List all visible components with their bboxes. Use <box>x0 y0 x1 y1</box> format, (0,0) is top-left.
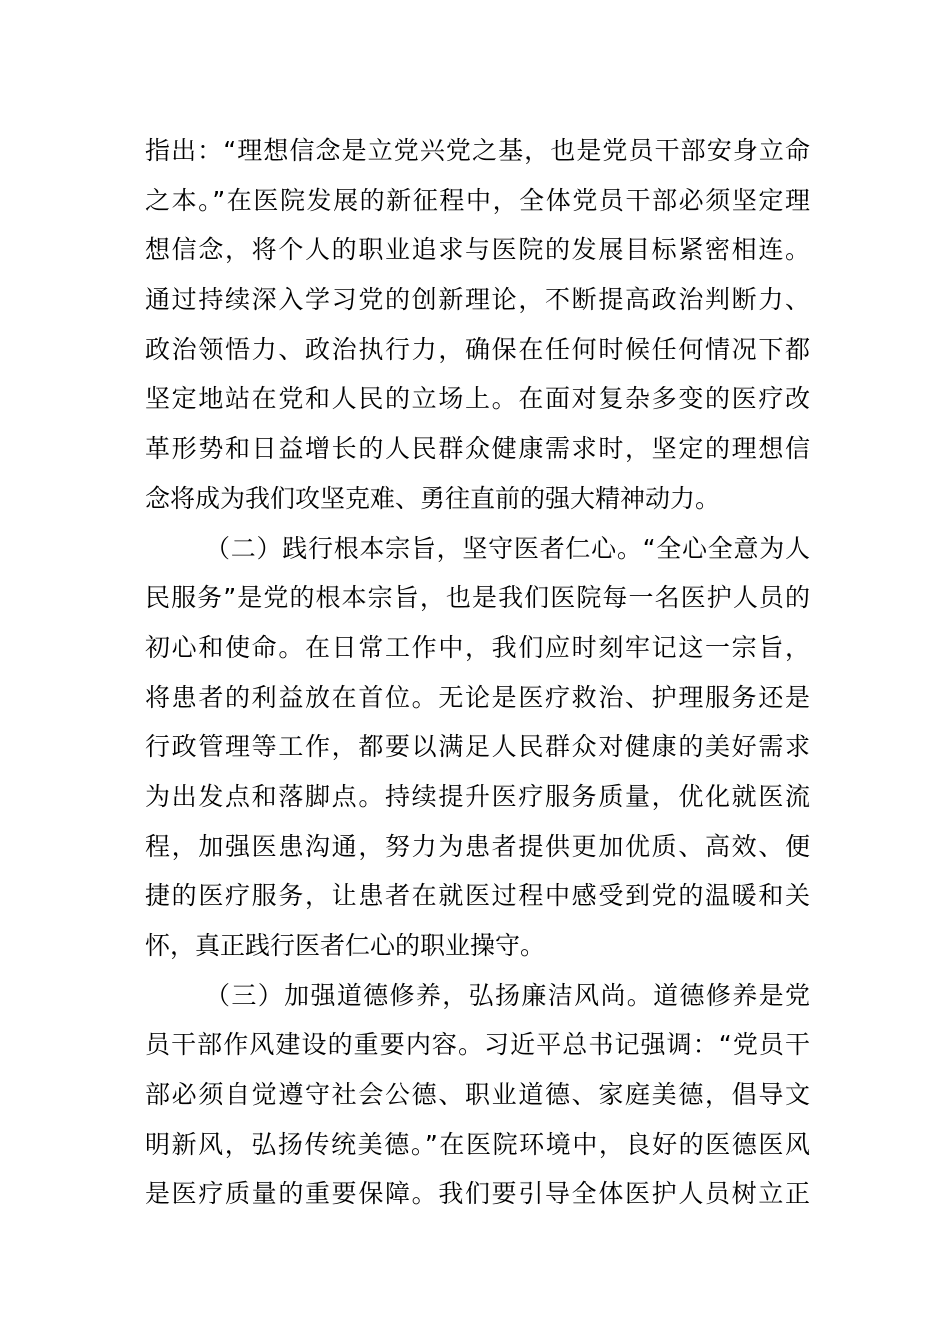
text-line: 行政管理等工作，都要以满足人民群众对健康的美好需求 <box>145 732 810 762</box>
body-text <box>145 126 810 1219</box>
text-line: 为出发点和落脚点。持续提升医疗服务质量，优化就医流 <box>145 781 810 811</box>
text-line: 民服务”是党的根本宗旨，也是我们医院每一名医护人员的 <box>145 583 810 613</box>
text-line: 明新风，弘扬传统美德。”在医院环境中，良好的医德医风 <box>145 1129 810 1159</box>
section-heading-line: （二）践行根本宗旨，坚守医者仁心。“全心全意为人 <box>205 533 810 563</box>
text-line: 指出：“理想信念是立党兴党之基，也是党员干部安身立命 <box>145 136 810 165</box>
text-line: 员干部作风建设的重要内容。习近平总书记强调：“党员干 <box>145 1030 810 1060</box>
text-line: 将患者的利益放在首位。无论是医疗救治、护理服务还是 <box>145 682 810 712</box>
text-line: 部必须自觉遵守社会公德、职业道德、家庭美德，倡导文 <box>145 1080 810 1110</box>
text-line: 想信念，将个人的职业追求与医院的发展目标紧密相连。 <box>145 235 810 265</box>
text-line: 坚定地站在党和人民的立场上。在面对复杂多变的医疗改 <box>145 384 810 414</box>
text-line: 政治领悟力、政治执行力，确保在任何时候任何情况下都 <box>145 334 810 364</box>
text-line: 初心和使命。在日常工作中，我们应时刻牢记这一宗旨， <box>145 632 810 662</box>
text-line: 念将成为我们攻坚克难、勇往直前的强大精神动力。 <box>145 483 721 513</box>
text-line: 革形势和日益增长的人民群众健康需求时，坚定的理想信 <box>145 434 810 464</box>
text-line: 捷的医疗服务，让患者在就医过程中感受到党的温暖和关 <box>145 881 810 911</box>
text-line: 是医疗质量的重要保障。我们要引导全体医护人员树立正 <box>145 1179 810 1209</box>
section-heading-line: （三）加强道德修养，弘扬廉洁风尚。道德修养是党 <box>205 980 810 1010</box>
text-line: 之本。”在医院发展的新征程中，全体党员干部必须坚定理 <box>145 185 810 215</box>
text-line: 怀，真正践行医者仁心的职业操守。 <box>145 931 546 960</box>
text-line: 通过持续深入学习党的创新理论，不断提高政治判断力、 <box>145 285 810 315</box>
text-line: 程，加强医患沟通，努力为患者提供更加优质、高效、便 <box>145 831 810 861</box>
